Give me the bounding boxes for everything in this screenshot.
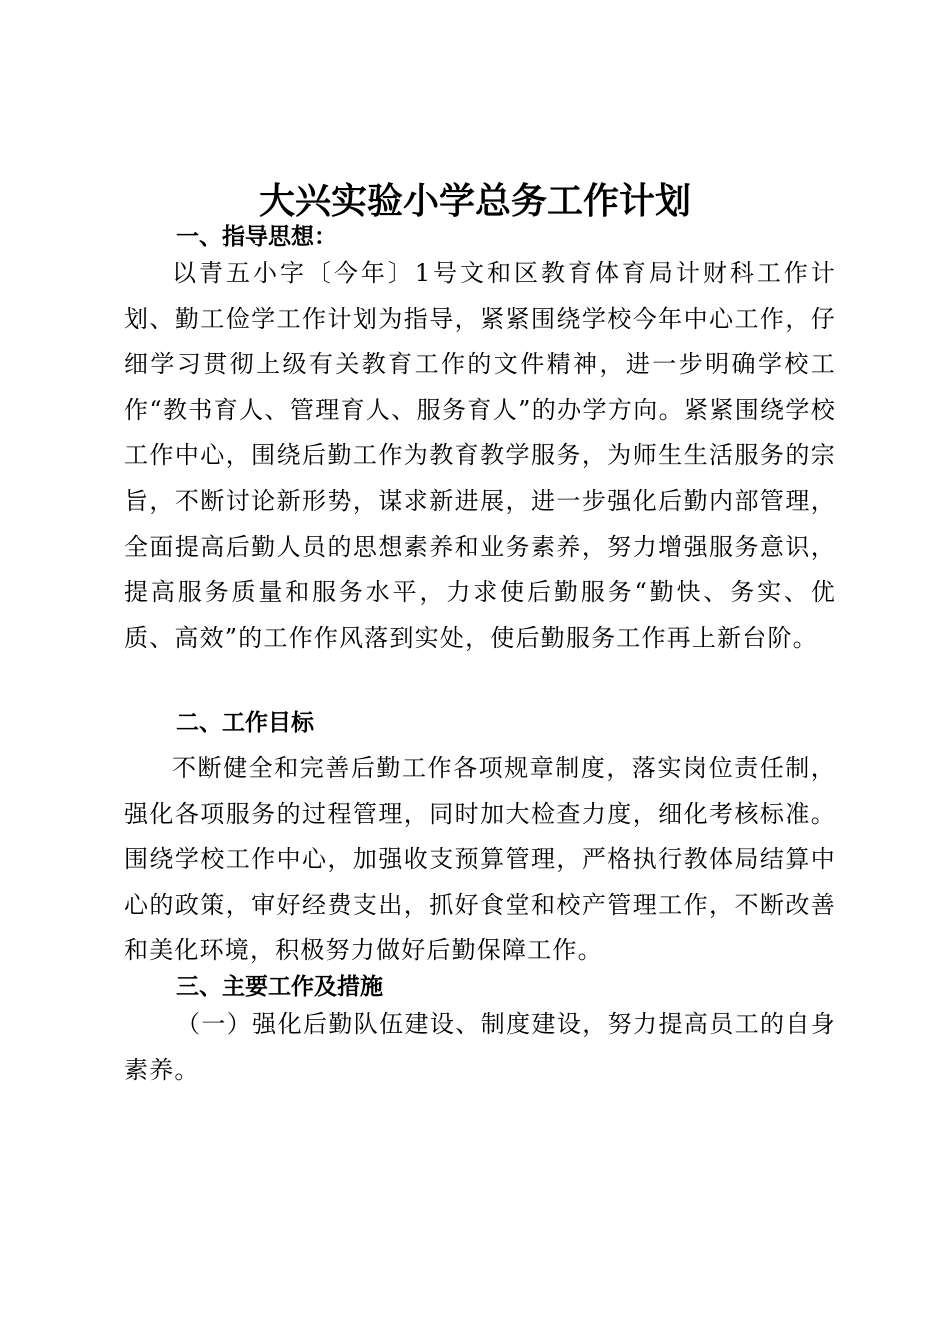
section-paragraph-guiding-ideology: 以青五小字〔今年〕1号文和区教育体育局计财科工作计划、勤工俭学工作计划为指导，紧紧围绕学校今年中心工作，仔细学习贯彻上级有关教育工作的文件精神，进一步明确学校工作“教书育人、管理育人、服务育人”的办学方向。紧紧围绕学校工作中心，围绕后勤工作为教育教学服务，为师生生活服务的宗旨，不断讨论新形势，谋求新进展，进一步强化后勤内部管理，全面提高后勤人员的思想素养和业务素养，努力增强服务意识，提高服务质量和服务水平，力求使后勤服务“勤快、务实、优质、高效”的工作作风落到实处，使后勤服务工作再上新台阶。 bbox=[124, 259, 836, 652]
section-heading-work-goals: 二、工作目标 bbox=[176, 710, 314, 736]
section-heading-guiding-ideology: 一、指导思想： bbox=[176, 224, 337, 250]
document-title: 大兴实验小学总务工作计划 bbox=[258, 180, 691, 222]
section-heading-main-work: 三、主要工作及措施 bbox=[176, 974, 383, 1000]
section-paragraph-work-goals: 不断健全和完善后勤工作各项规章制度，落实岗位责任制，强化各项服务的过程管理，同时加大检查力度，细化考核标准。围绕学校工作中心，加强收支预算管理，严格执行教体局结算中心的政策，审好经费支出，抓好食堂和校产管理工作，不断改善和美化环境，积极努力做好后勤保障工作。 bbox=[124, 754, 836, 965]
section-paragraph-main-work: （一）强化后勤队伍建设、制度建设，努力提高员工的自身素养。 bbox=[124, 1010, 836, 1084]
